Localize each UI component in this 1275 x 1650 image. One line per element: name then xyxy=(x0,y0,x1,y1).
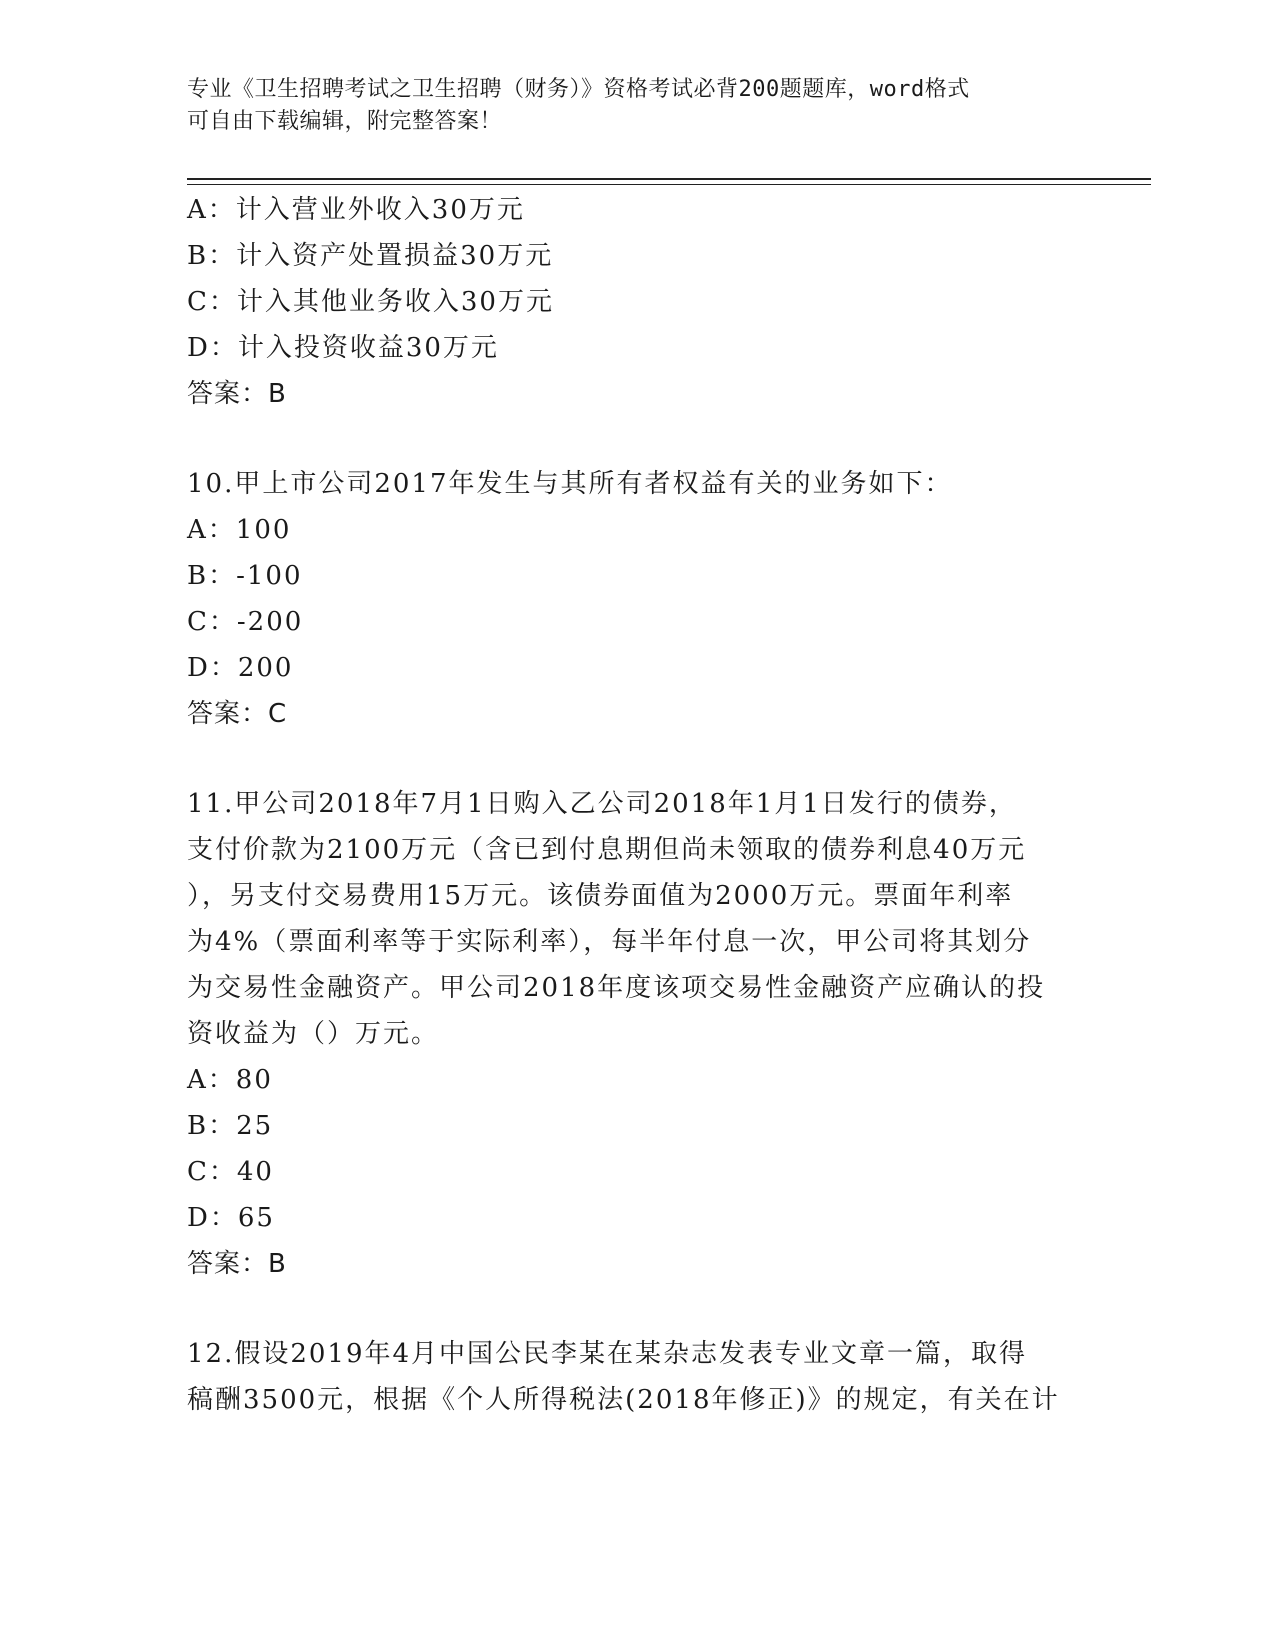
header-line-1: 专业《卫生招聘考试之卫生招聘（财务）》资格考试必背200题题库，word格式 xyxy=(187,77,970,102)
question-stem-line: 为4%（票面利率等于实际利率），每半年付息一次，甲公司将其划分 xyxy=(187,927,1032,957)
option-d: D：计入投资收益30万元 xyxy=(187,333,499,363)
question-9 xyxy=(187,187,1077,417)
header-line-2: 可自由下载编辑，附完整答案！ xyxy=(187,109,503,134)
option-a: A：100 xyxy=(187,515,292,545)
option-d: D：200 xyxy=(187,653,294,683)
question-stem-line: 资收益为（）万元。 xyxy=(187,1019,440,1049)
question-stem-line: ），另支付交易费用15万元。该债券面值为2000万元。票面年利率 xyxy=(187,881,1014,911)
option-c: C：-200 xyxy=(187,607,304,637)
option-b: B：计入资产处置损益30万元 xyxy=(187,241,554,271)
question-stem-line: 稿酬3500元，根据《个人所得税法(2018年修正)》的规定，有关在计 xyxy=(187,1385,1060,1415)
header-divider-thin xyxy=(187,184,1151,185)
question-stem: 10.甲上市公司2017年发生与其所有者权益有关的业务如下： xyxy=(187,469,953,499)
option-c: C：40 xyxy=(187,1157,274,1187)
option-c: C：计入其他业务收入30万元 xyxy=(187,287,554,317)
answer-label: 答案：B xyxy=(187,1249,287,1279)
question-11 xyxy=(187,781,1077,1287)
answer-label: 答案：C xyxy=(187,699,288,729)
question-stem-line: 12.假设2019年4月中国公民李某在某杂志发表专业文章一篇，取得 xyxy=(187,1339,1028,1369)
question-stem-line: 11.甲公司2018年7月1日购入乙公司2018年1月1日发行的债券， xyxy=(187,789,1017,819)
question-spacer xyxy=(187,1287,1077,1331)
question-spacer xyxy=(187,417,1077,461)
option-a: A：80 xyxy=(187,1065,273,1095)
question-stem-line: 为交易性金融资产。甲公司2018年度该项交易性金融资产应确认的投 xyxy=(187,973,1046,1003)
question-spacer xyxy=(187,737,1077,781)
option-d: D：65 xyxy=(187,1203,275,1233)
header-divider-thick xyxy=(187,178,1151,180)
question-content xyxy=(187,187,1077,1423)
question-10 xyxy=(187,461,1077,737)
option-a: A：计入营业外收入30万元 xyxy=(187,195,525,225)
answer-label: 答案：B xyxy=(187,379,287,409)
option-b: B：-100 xyxy=(187,561,303,591)
option-b: B：25 xyxy=(187,1111,274,1141)
document-header xyxy=(187,74,1067,138)
question-12 xyxy=(187,1331,1077,1423)
question-stem-line: 支付价款为2100万元（含已到付息期但尚未领取的债券利息40万元 xyxy=(187,835,1027,865)
